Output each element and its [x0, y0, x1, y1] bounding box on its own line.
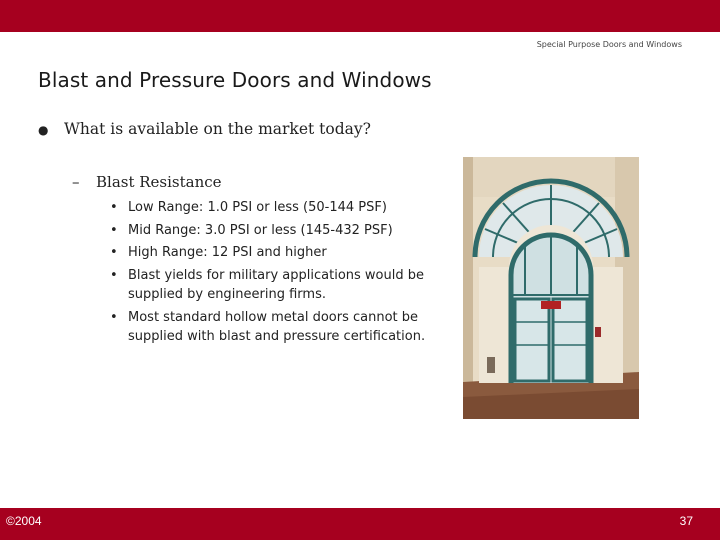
page-number: 37 — [679, 514, 693, 528]
list-item: • Low Range: 1.0 PSI or less (50-144 PSF) — [108, 198, 448, 218]
dash-icon: – — [72, 173, 80, 191]
bullet-dot-icon: • — [110, 309, 118, 325]
bullet-dot-icon: • — [110, 267, 118, 283]
blast-door-photo — [463, 157, 639, 419]
bullet-dot-icon: • — [110, 222, 118, 238]
bullet-dot-icon: ● — [38, 123, 49, 137]
sub-heading: Blast Resistance — [96, 173, 222, 191]
bullet-text: What is available on the market today? — [64, 120, 371, 138]
running-header: Special Purpose Doors and Windows — [536, 40, 682, 49]
list-item: • Blast yields for military applications would be supplied by engineering firms. — [110, 267, 424, 302]
bullet-dot-icon: • — [110, 200, 118, 215]
copyright-text: ©2004 — [6, 514, 42, 528]
bottom-banner — [0, 508, 720, 540]
bullet-level-1 — [38, 120, 371, 138]
bullet-dot-icon: • — [110, 245, 118, 260]
blast-resistance-list — [108, 198, 448, 350]
list-item: • High Range: 12 PSI and higher — [108, 243, 448, 263]
list-item: • Most standard hollow metal doors cannot be supplied with blast and pressure certification. — [110, 309, 426, 344]
list-item: • Mid Range: 3.0 PSI or less (145-432 PSF) — [108, 221, 448, 241]
top-banner — [0, 0, 720, 32]
bullet-level-2 — [72, 173, 222, 191]
slide-title: Blast and Pressure Doors and Windows — [38, 68, 432, 92]
